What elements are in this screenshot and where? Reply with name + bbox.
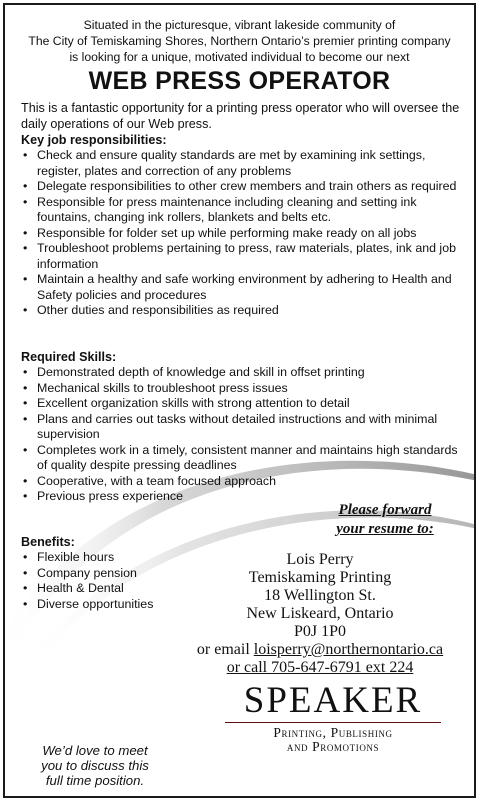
job-title: WEB PRESS OPERATOR [88, 67, 391, 95]
list-item: • Flexible hours [21, 550, 191, 566]
contact-company: Temiskaming Printing [248, 569, 392, 586]
speaker-logo: SPEAKER [243, 680, 423, 721]
list-item: • Maintain a healthy and safe working environment by adhering to Health and Safety policies and procedures [21, 272, 465, 303]
email-prefix: or email [196, 641, 254, 658]
contact-city: New Liskeard, Ontario [246, 605, 394, 622]
list-item: • Previous press experience [21, 489, 465, 505]
logo-divider [225, 722, 441, 723]
closing-note: We’d love to meet you to discuss this full time position. [41, 743, 149, 788]
list-item: • Responsible for press maintenance including cleaning and setting ink fountains, changing ink rollers, blankets and belts etc. [21, 195, 465, 226]
phone-line[interactable]: or call 705-647-6791 ext 224 [226, 659, 414, 676]
list-item: • Cooperative, with a team focused approach [21, 474, 465, 490]
contact-postal: P0J 1P0 [293, 623, 347, 640]
list-item: • Health & Dental [21, 581, 191, 597]
skills-heading: Required Skills: [21, 350, 117, 364]
email-link[interactable]: loisperry@northernontario.ca [253, 641, 444, 658]
list-item: • Completes work in a timely, consistent manner and maintains high standards of quality despite pressing deadlines [21, 443, 465, 474]
contact-street: 18 Wellington St. [264, 587, 376, 604]
list-item: • Check and ensure quality standards are met by examining ink settings, register, plates and correction of any problems [21, 148, 465, 179]
list-item: • Other duties and responsibilities as required [21, 303, 465, 319]
job-description: This is a fantastic opportunity for a printing press operator who will oversee the daily operations of our Web press. [21, 101, 460, 131]
logo-tagline: Printing, Publishing and Promotions [273, 725, 393, 754]
responsibilities-heading: Key job responsibilities: [21, 133, 167, 147]
list-item: • Troubleshoot problems pertaining to press, raw materials, plates, ink and job information [21, 241, 465, 272]
list-item: • Demonstrated depth of knowledge and skill in offset printing [21, 365, 465, 381]
list-item: • Diverse opportunities [21, 597, 191, 613]
responsibilities-list [21, 148, 465, 319]
list-item: • Company pension [21, 566, 191, 582]
forward-resume-heading: Please forward your resume to: [336, 502, 434, 537]
list-item: • Responsible for folder set up while performing make ready on all jobs [21, 226, 465, 242]
list-item: • Excellent organization skills with strong attention to detail [21, 396, 465, 412]
skills-list [21, 365, 465, 505]
list-item: • Delegate responsibilities to other crew members and train others as required [21, 179, 465, 195]
list-item: • Mechanical skills to troubleshoot press issues [21, 381, 465, 397]
contact-name: Lois Perry [286, 551, 354, 568]
intro-text: Situated in the picturesque, vibrant lakeside community of The City of Temiskaming Shores, Northern Ontario’s premier printing company is looking for a unique, motivated individual to become our next [28, 18, 451, 64]
list-item: • Plans and carries out tasks without detailed instructions and with minimal supervision [21, 412, 465, 443]
job-ad [3, 3, 476, 798]
benefits-list [21, 550, 191, 612]
contact-block [170, 551, 470, 677]
benefits-heading: Benefits: [21, 535, 75, 549]
